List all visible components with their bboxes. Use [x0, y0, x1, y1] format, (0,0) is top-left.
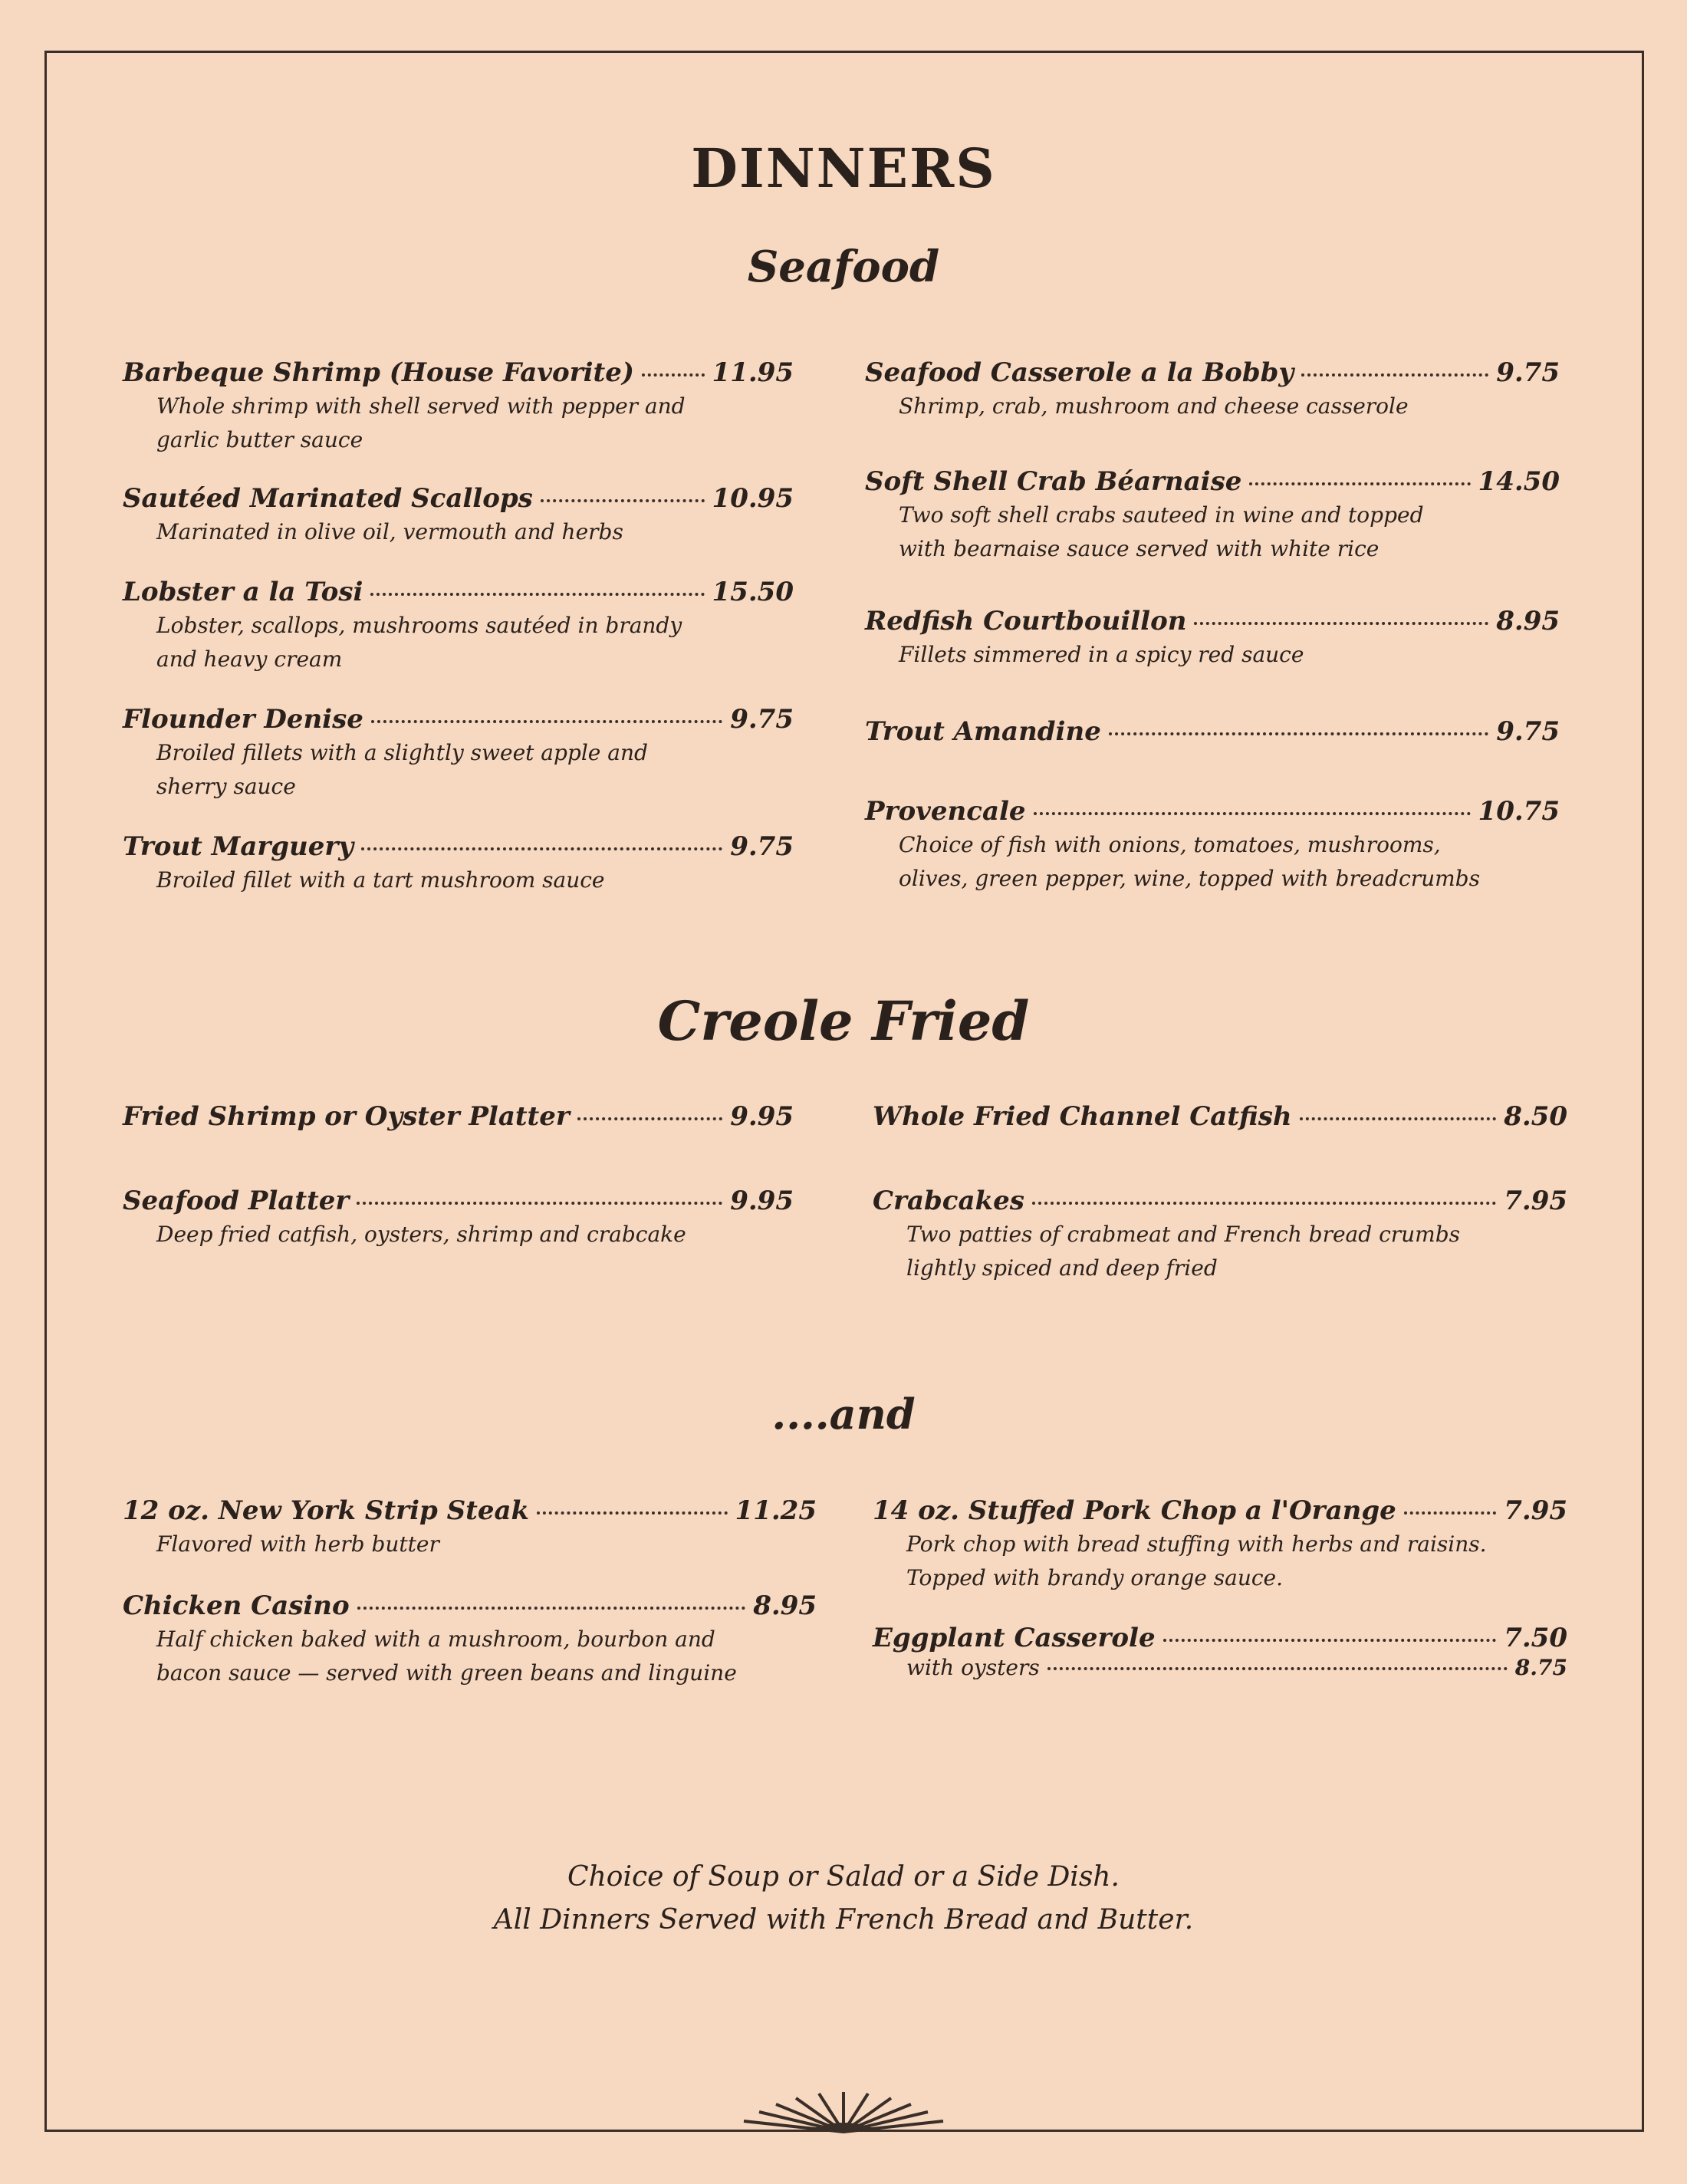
- dot-leader: [1300, 1117, 1497, 1120]
- menu-item: [873, 1623, 1567, 1680]
- item-description: Broiled fillets with a slightly sweet apple and sherry sauce: [156, 740, 648, 799]
- menu-item: [865, 466, 1560, 566]
- item-price: 11.25: [735, 1495, 817, 1526]
- item-price: 7.95: [1504, 1495, 1567, 1526]
- item-description: Deep fried catfish, oysters, shrimp and crabcake: [156, 1222, 686, 1247]
- item-description: Whole shrimp with shell served with pepper and garlic butter sauce: [156, 393, 686, 452]
- item-description: Marinated in olive oil, vermouth and herbs: [156, 519, 623, 544]
- footer-line: Choice of Soup or Salad or a Side Dish.: [567, 1861, 1120, 1893]
- item-price: 9.95: [730, 1101, 794, 1132]
- item-price: 9.75: [1496, 357, 1560, 388]
- seafood-heading: Seafood: [747, 242, 940, 292]
- item-description: Two patties of crabmeat and French bread crumbs lightly spiced and deep fried: [906, 1222, 1461, 1281]
- item-variant: [873, 1655, 1567, 1680]
- menu-item: [123, 577, 794, 676]
- menu-item: [865, 796, 1560, 896]
- sunburst-ornament: [728, 2090, 959, 2133]
- variant-price: 8.75: [1514, 1655, 1567, 1680]
- footer-line: All Dinners Served with French Bread and Butter.: [493, 1904, 1194, 1936]
- dot-leader: [541, 499, 705, 502]
- item-description: Flavored with herb butter: [156, 1531, 439, 1557]
- item-name: Flounder Denise: [123, 704, 363, 735]
- creole-fried-heading: Creole Fried: [657, 989, 1030, 1053]
- item-description: Shrimp, crab, mushroom and cheese casserole: [899, 393, 1409, 419]
- item-name: 12 oz. New York Strip Steak: [123, 1495, 530, 1526]
- item-name: Lobster a la Tosi: [123, 577, 363, 607]
- menu-footer: [0, 1856, 1687, 1942]
- menu-item: [123, 831, 794, 897]
- dot-leader: [1034, 812, 1471, 815]
- menu-item: [865, 357, 1560, 423]
- dot-leader: [357, 1202, 722, 1205]
- item-name: Chicken Casino: [123, 1590, 350, 1621]
- item-price: 9.75: [730, 831, 794, 862]
- dot-leader: [1109, 732, 1488, 735]
- dot-leader: [1032, 1202, 1496, 1205]
- item-price: 9.75: [730, 704, 794, 735]
- item-price: 11.95: [712, 357, 794, 388]
- dot-leader: [1404, 1511, 1496, 1515]
- dot-leader: [361, 847, 722, 850]
- dot-leader: [642, 373, 705, 377]
- item-description: Lobster, scallops, mushrooms sautéed in brandy and heavy cream: [156, 613, 682, 672]
- item-name: Provencale: [865, 796, 1026, 827]
- dot-leader: [1163, 1639, 1497, 1642]
- item-name: Redfish Courtbouillon: [865, 606, 1187, 636]
- dot-leader: [537, 1511, 727, 1515]
- item-name: Sautéed Marinated Scallops: [123, 483, 533, 514]
- menu-item: [865, 606, 1560, 672]
- item-description: Half chicken baked with a mushroom, bourbon and bacon sauce — served with green beans and linguine: [156, 1626, 737, 1686]
- and-heading: ....and: [771, 1390, 916, 1439]
- dot-leader: [1194, 622, 1488, 625]
- item-price: 8.50: [1504, 1101, 1567, 1132]
- menu-title: DINNERS: [691, 136, 996, 200]
- menu-item: [123, 704, 794, 804]
- dot-leader: [370, 593, 704, 596]
- item-price: 9.95: [730, 1186, 794, 1216]
- menu-item: [123, 1495, 817, 1561]
- item-price: 10.95: [712, 483, 794, 514]
- menu-item: [123, 1101, 794, 1132]
- dot-leader: [1047, 1667, 1508, 1670]
- menu-item: [123, 1186, 794, 1252]
- menu-item: [123, 357, 794, 457]
- item-price: 9.75: [1496, 716, 1560, 747]
- item-description: Broiled fillet with a tart mushroom sauce: [156, 867, 605, 893]
- item-description: Pork chop with bread stuffing with herbs and raisins. Topped with brandy orange sauce.: [906, 1531, 1487, 1590]
- variant-label: with oysters: [906, 1655, 1040, 1680]
- item-price: 10.75: [1478, 796, 1560, 827]
- item-price: 8.95: [1496, 606, 1560, 636]
- item-name: Crabcakes: [873, 1186, 1024, 1216]
- item-price: 8.95: [753, 1590, 817, 1621]
- item-description: Fillets simmered in a spicy red sauce: [899, 642, 1304, 667]
- menu-item: [873, 1101, 1567, 1132]
- item-name: Trout Marguery: [123, 831, 354, 862]
- item-name: 14 oz. Stuffed Pork Chop a l'Orange: [873, 1495, 1396, 1526]
- item-name: Seafood Casserole a la Bobby: [865, 357, 1294, 388]
- menu-item: [123, 1590, 817, 1690]
- menu-item: [123, 483, 794, 549]
- item-name: Trout Amandine: [865, 716, 1101, 747]
- item-name: Eggplant Casserole: [873, 1623, 1156, 1653]
- dot-leader: [357, 1607, 745, 1610]
- item-description: Choice of fish with onions, tomatoes, mushrooms, olives, green pepper, wine, topped with breadcrumbs: [899, 832, 1480, 891]
- item-name: Fried Shrimp or Oyster Platter: [123, 1101, 570, 1132]
- menu-item: [873, 1495, 1567, 1595]
- item-price: 7.95: [1504, 1186, 1567, 1216]
- item-price: 14.50: [1478, 466, 1560, 497]
- item-price: 15.50: [712, 577, 794, 607]
- menu-item: [865, 716, 1560, 747]
- dot-leader: [371, 720, 722, 723]
- dot-leader: [1249, 482, 1470, 485]
- item-name: Whole Fried Channel Catfish: [873, 1101, 1292, 1132]
- item-price: 7.50: [1504, 1623, 1567, 1653]
- menu-item: [873, 1186, 1567, 1285]
- dot-leader: [1301, 373, 1488, 377]
- item-description: Two soft shell crabs sauteed in wine and topped with bearnaise sauce served with white rice: [899, 502, 1424, 561]
- item-name: Seafood Platter: [123, 1186, 350, 1216]
- dot-leader: [577, 1117, 722, 1120]
- item-name: Soft Shell Crab Béarnaise: [865, 466, 1242, 497]
- item-name: Barbeque Shrimp (House Favorite): [123, 357, 634, 388]
